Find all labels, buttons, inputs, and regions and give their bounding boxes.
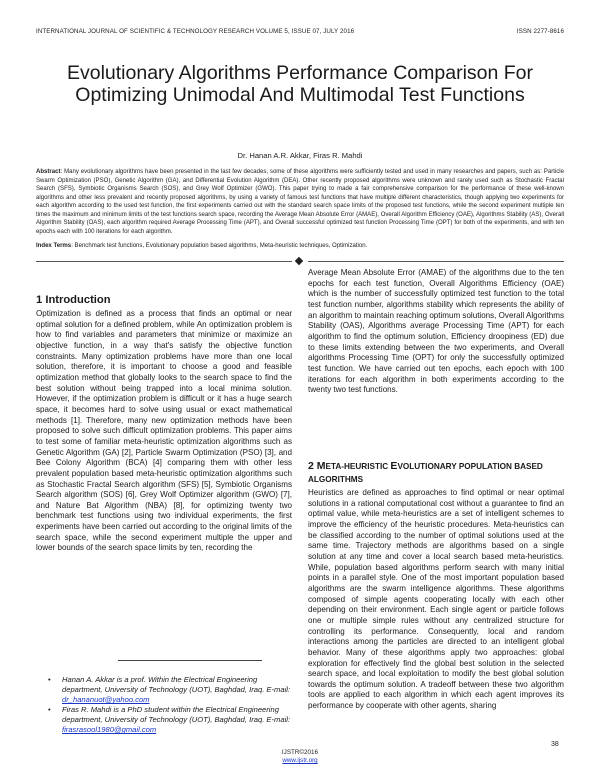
footnotes bbox=[48, 675, 292, 736]
section-2-heading-m: M bbox=[316, 460, 326, 472]
email-link[interactable]: firasrasool1980@gmail.com bbox=[62, 725, 157, 735]
bullet-icon: • bbox=[48, 675, 51, 684]
index-terms-text: : Benchmark test functions, Evolutionary population based algorithms, Meta-heuristic techniques, Optimization. bbox=[71, 243, 368, 249]
section-separator bbox=[36, 257, 564, 267]
footer-org: IJSTR©2016 bbox=[281, 749, 319, 756]
email-link[interactable]: dr_hananuot@yahoo.com bbox=[62, 695, 150, 705]
footer-url-link[interactable]: www.ijstr.org bbox=[282, 757, 318, 764]
authors: Dr. Hanan A.R. Akkar, Firas R. Mahdi bbox=[237, 151, 363, 160]
paper-title: Evolutionary Algorithms Performance Comparison For Optimizing Unimodal And Multimodal Test Functions bbox=[66, 62, 534, 106]
section-2-heading-part2: VOLUTIONARY POPULATION BASED ALGORITHMS bbox=[308, 462, 543, 484]
journal-header: INTERNATIONAL JOURNAL OF SCIENTIFIC & TECHNOLOGY RESEARCH VOLUME 5, ISSUE 07, JULY 2016 bbox=[36, 28, 355, 35]
index-terms-label: Index Terms bbox=[36, 243, 72, 249]
separator-line-right bbox=[308, 261, 564, 262]
footnote-item bbox=[48, 675, 292, 705]
bullet-icon: • bbox=[48, 705, 51, 715]
section-2-heading bbox=[308, 460, 568, 486]
section-2-body: Heuristics are defined as approaches to find optimal or near optimal solutions in a rational computational cost without a guarantee to find an optimal value, while meta-heuristics are a set of intelligent schemes to improve the efficiency of the heuristic procedures. Meta-heuristics can be classified according to the number of optimal solutions used at the same time. Trajectory methods are algorithms based on a single solution at any time and cover a local search based meta-heuristics. While, population based algorithms perform search with many initial points in a parallel style. One of the most important population based algorithms are the swarm intelligence algorithms. These algorithms composed of simple agents cooperating locally with each other depending on their environment. Each single agent or particle follows one or multiple simple rules without any centralized structure for controlling its performance. Consequently, local and random interactions among the particles are directed to an intelligent global behavior. Many of these algorithms apply two approaches: global exploration for effectively find the global best solution in the selected search space, and local exploitation to modify the best global solution towards the optimum solution. A tradeoff between these two algorithm tools are applied to each algorithm in which each agent improves its performance by cooperate with other agents, sharing bbox=[308, 488, 564, 711]
section-2-heading-part1: ETA-HEURISTIC bbox=[325, 462, 391, 471]
separator-diamond-icon bbox=[295, 257, 303, 265]
section-1-continued: Average Mean Absolute Error (AMAE) of the algorithms due to the ten epochs for each test function, Overall Algorithms Efficiency (OAE) which is the number of successfully optimized test function to the total test function number, algorithms stability which represents the ability of an algorithm to maintain reaching optimum solutions, Overall Algorithms Stability (OAS), Algorithms average Processing Time (APT) for each algorithm to find the optimum solution, Efficiency droopiness (ED) due to these limits extending between the two experiments, and Overall algorithms Processing Time (OPT) for only the successfully optimized test function. We have carried out ten epochs, each epoch with 100 iterations for each algorithm in both experiments according to the twenty two test functions. bbox=[308, 268, 564, 395]
footnote-text: Firas R. Mahdi is a PhD student within the Electrical Engineering department, University of Technology (UOT), Baghdad, Iraq. E-mail: bbox=[62, 705, 291, 725]
section-2-heading-e: E bbox=[390, 460, 398, 472]
issn-header: ISSN 2277-8616 bbox=[516, 28, 564, 35]
page-number: 38 bbox=[551, 741, 559, 748]
abstract-label: Abstract bbox=[36, 169, 61, 175]
abstract bbox=[36, 168, 564, 236]
separator-line-left bbox=[36, 261, 292, 262]
section-2-number: 2 bbox=[308, 460, 314, 472]
footnote-item bbox=[48, 705, 292, 735]
abstract-text: : Many evolutionary algorithms have been presented in the last few decades, some of these algorithms were sufficiently tested and used in many researches and papers, such as: Particle Swarm Optimization (PSO), Genetic Algorithm (GA), and Differential Evolution Algorithm (DEA). Other recently proposed algorithms were unknown and rarely used such as Stochastic Fractal Search (SFS), Symbiotic Organisms Search (SOS), and Grey Wolf Optimizer (GWO). This paper trying to made a fair comprehensive comparison for the performance of these well-known algorithms and other less prevalent and recently proposed algorithms, by using a variety of famous test functions that have multiple different characteristics, though applying two experiments for each algorithm according to the used test function, the first experiments carried out with the standard search space limits of the proposed test functions, while the second experiment multiple ten times the maximum and minimum limits of the test functions search space, recording the Average Mean Absolute Error (AMAE), Overall Algorithm Efficiency (OAE), Algorithms Stability (AS), Overall Algorithm Stability (OAS), each algorithm required Average Processing Time (APT), and Overall successful optimized test function Processing Time (OPT) for both of the experiments, and with ten epochs each with 100 iterations for each algorithm. bbox=[36, 169, 564, 235]
section-1-heading: 1 Introduction bbox=[36, 294, 111, 306]
index-terms bbox=[36, 242, 564, 251]
footnote-rule bbox=[118, 660, 262, 661]
footnote-text: Hanan A. Akkar is a prof. Within the Electrical Engineering department, University of Technology (UOT), Baghdad, Iraq. E-mail: bbox=[62, 675, 291, 695]
section-1-body: Optimization is defined as a process that finds an optimal or near optimal solution for a defined problem, while An optimization problem is how to find variables and parameters that minimize or maximize an objective function, in a way that's satisfy the objective function constraints. Many optimization problems have more than one local solution, therefore, it is important to choose a good and feasible optimization method that globally looks to the search space to find the best solution without being trapped into a local minima solution. However, if the optimization problem is difficult or it has a huge search space, it becomes hard to solve using usual or exact mathematical methods [1]. Therefore, many new optimization methods have been proposed to solve such difficult optimization problems. This paper aims to test some of familiar meta-heuristic optimization algorithms such as Genetic Algorithm (GA) [2], Particle Swarm Optimization (PSO) [3], and Bee Colony Algorithm (BCA) [4] comparing them with other less prevalent population based meta-heuristic optimization algorithms such as Stochastic Fractal Search algorithm (SFS) [5], Symbiotic Organisms Search algorithm (SOS) [6], Grey Wolf Optimizer algorithm (GWO) [7], and Nature Bat Algorithm (NBA) [8], for optimizing twenty two benchmark test functions using two individual experiments, the first experiments have been carried out according to the original limits of the search space, while the second experiment multiple the upper and lower bounds of the search space limits by ten, recording the bbox=[36, 309, 292, 553]
